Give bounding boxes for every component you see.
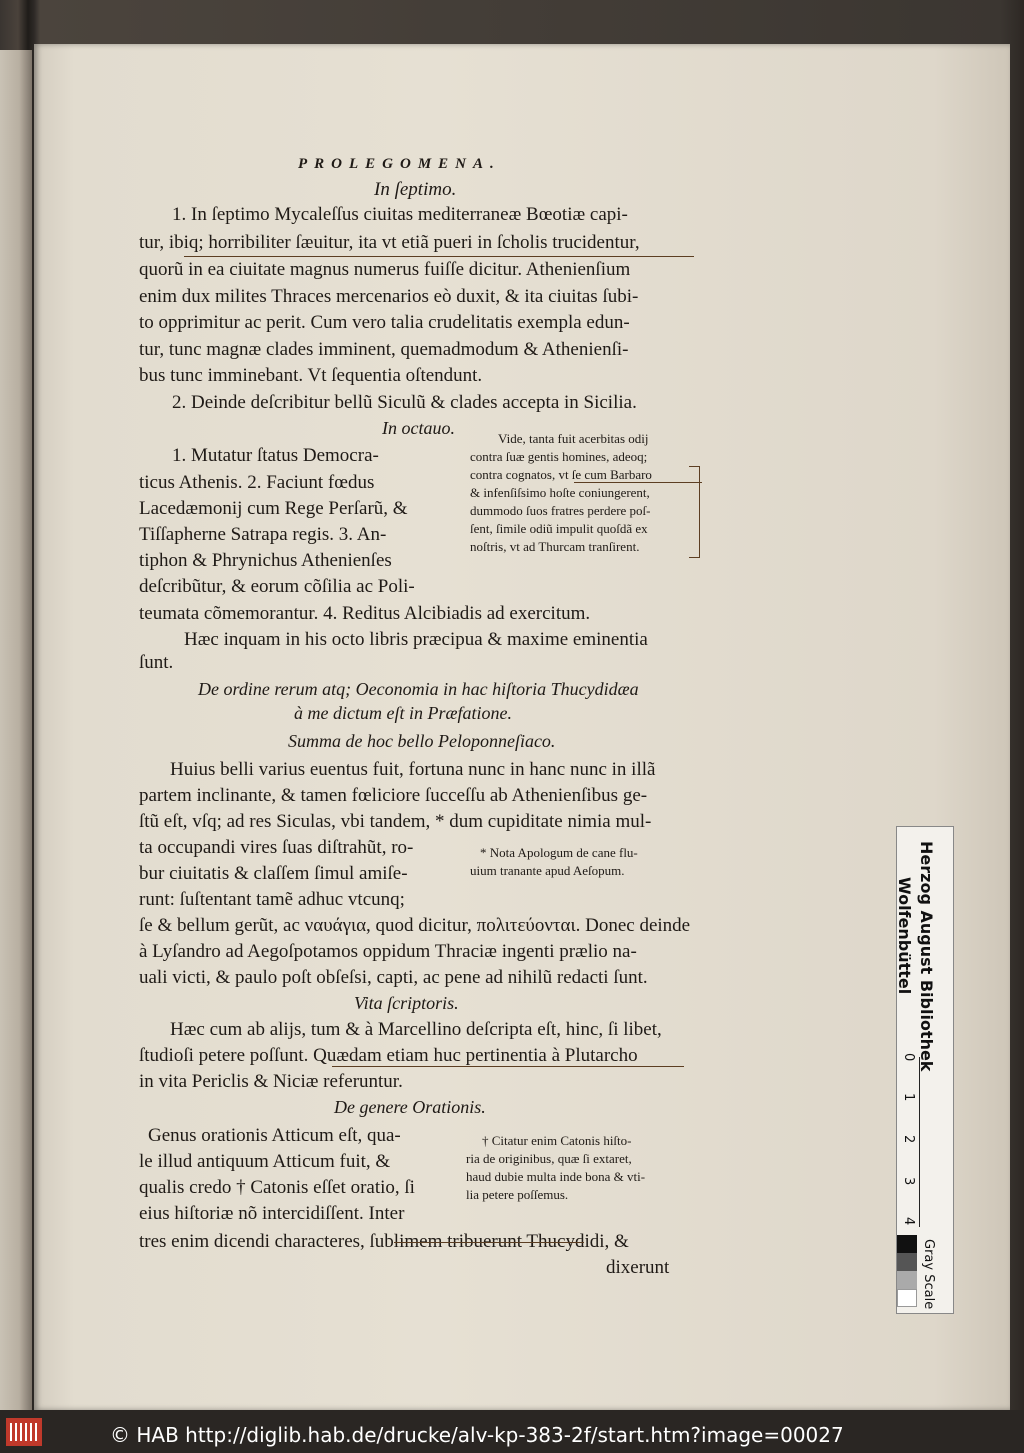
scale-number: 1	[901, 1093, 916, 1102]
running-head: PROLEGOMENA.	[298, 156, 501, 172]
handwritten-strike	[394, 1242, 584, 1243]
note-line: uium tranante apud Aeſopum.	[470, 863, 625, 878]
note-line: Vide, tanta fuit acerbitas odij	[498, 431, 649, 446]
text-line: qualis credo † Catonis eſſet oratio, ſi	[139, 1177, 415, 1198]
note-line: ſent, ſimile odiũ impulit quoſdã ex	[470, 521, 648, 536]
gray-swatch-black	[897, 1235, 917, 1253]
note-line: haud dubie multa inde bona & vti-	[466, 1169, 646, 1184]
handwritten-underline	[332, 1066, 684, 1067]
section-title-septimo: In ſeptimo.	[374, 179, 457, 200]
section-title-summa: Summa de hoc bello Peloponneſiaco.	[288, 731, 556, 751]
note-line: ria de originibus, quæ ſi extaret,	[466, 1151, 632, 1166]
ruler-library-city: Wolfenbüttel	[895, 877, 914, 995]
text-line: 2. Deinde deſcribitur bellũ Siculũ & clades accepta in Sicilia.	[172, 392, 637, 413]
gray-swatch-light	[897, 1271, 917, 1289]
text-line: Hæc cum ab alijs, tum & à Marcellino deſcripta eſt, hinc, ſi libet,	[170, 1019, 662, 1040]
section-title-octauo: In octauo.	[382, 418, 455, 438]
section-title-genere: De genere Orationis.	[334, 1097, 486, 1117]
text-line: tur, ibiq; horribiliter ſæuitur, ita vt etiã pueri in ſcholis trucidentur,	[139, 232, 640, 253]
text-line: ſtũ eſt, vſq; ad res Siculas, vbi tandem, * dum cupiditate nimia mul-	[139, 811, 652, 832]
text-line: Huius belli varius euentus fuit, fortuna nunc in hanc nunc in illã	[170, 759, 656, 780]
scale-number: 4	[901, 1217, 916, 1226]
facing-page-edge	[0, 50, 32, 1410]
text-line: tiphon & Phrynichus Athenienſes	[139, 550, 392, 571]
scale-number: 2	[901, 1135, 916, 1144]
text-line: partem inclinante, & tamen fœliciore ſucceſſu ab Athenienſibus ge-	[139, 785, 648, 806]
text-line: à Lyſandro ad Aegoſpotamos oppidum Thraciæ ingenti prælio na-	[139, 941, 637, 962]
note-line: † Citatur enim Catonis hiſto-	[482, 1133, 632, 1148]
text-line: ſtudioſi petere poſſunt. Quædam etiam huc pertinentia à Plutarcho	[139, 1045, 638, 1066]
hab-logo-icon	[6, 1418, 42, 1446]
gray-swatch-white	[897, 1289, 917, 1307]
note-line: contra cognatos, vt ſe cum Barbaro	[470, 467, 652, 482]
text-line: bur ciuitatis & claſſem ſimul amiſe-	[139, 863, 408, 884]
text-line: tur, tunc magnæ clades imminent, quemadmodum & Athenienſi-	[139, 339, 629, 360]
text-line: 1. In ſeptimo Mycaleſſus ciuitas mediterraneæ Bœotiæ capi-	[172, 204, 628, 225]
book-page	[34, 44, 1010, 1410]
handwritten-underline	[574, 482, 702, 483]
color-ruler	[896, 826, 954, 1314]
text-line: deſcribũtur, & eorum cõſilia ac Poli-	[139, 576, 415, 597]
text-line: in vita Periclis & Niciæ referuntur.	[139, 1071, 403, 1092]
note-line: contra ſuæ gentis homines, adeoq;	[470, 449, 648, 464]
text-line: teumata cõmemorantur. 4. Reditus Alcibiadis ad exercitum.	[139, 603, 591, 624]
note-line: lia petere poſſemus.	[466, 1187, 569, 1202]
ruler-library-name: Herzog August Bibliothek	[917, 841, 936, 1072]
text-line: ticus Athenis. 2. Faciunt fœdus	[139, 472, 375, 493]
text-line: eius hiſtoriæ nõ intercidiſſent. Inter	[139, 1203, 405, 1224]
text-line: Tiſſapherne Satrapa regis. 3. An-	[139, 524, 387, 545]
section-title-vita: Vita ſcriptoris.	[354, 993, 459, 1013]
scale-number: 0	[901, 1053, 916, 1062]
text-line: Genus orationis Atticum eſt, qua-	[148, 1125, 401, 1146]
footer-copyright-url[interactable]: © HAB http://diglib.hab.de/drucke/alv-kp-383-2f/start.htm?image=00027	[110, 1423, 844, 1447]
text-line: tres enim dicendi characteres, ſublimem tribuerunt Thucydidi, &	[139, 1231, 629, 1252]
gray-swatch-dark	[897, 1253, 917, 1271]
title-line: De ordine rerum atq; Oeconomia in hac hiſtoria Thucydidæa	[198, 679, 639, 699]
catchword: dixerunt	[606, 1257, 670, 1278]
ruler-scale	[919, 1057, 936, 1227]
text-line: ta occupandi vires ſuas diſtrahũt, ro-	[139, 837, 414, 858]
note-line: dummodo ſuos fratres perdere poſ-	[470, 503, 651, 518]
text-line: to opprimitur ac perit. Cum vero talia crudelitatis exempla edun-	[139, 312, 630, 333]
text-line: ſe & bellum gerũt, ac ναυάγια, quod dicitur, πολιτεύονται. Donec deinde	[139, 915, 691, 936]
handwritten-bracket	[689, 466, 700, 558]
title-line: à me dictum eſt in Præfatione.	[294, 703, 512, 723]
note-line: & infenſiſsimo hoſte coniungerent,	[470, 485, 650, 500]
note-line: * Nota Apologum de cane flu-	[480, 845, 638, 860]
text-line: 1. Mutatur ſtatus Democra-	[172, 445, 379, 466]
text-line: bus tunc imminebant. Vt ſequentia oſtendunt.	[139, 365, 483, 386]
text-line: quorũ in ea ciuitate magnus numerus fuiſſe dicitur. Athenienſium	[139, 259, 631, 280]
text-line: ſunt.	[139, 652, 174, 673]
text-line: enim dux milites Thraces mercenarios eò duxit, & ita ciuitas ſubi-	[139, 286, 639, 307]
text-line: Hæc inquam in his octo libris præcipua & maxime eminentia	[184, 629, 648, 650]
handwritten-underline	[184, 256, 694, 257]
text-line: uali victi, & paulo poſt obſeſsi, capti, ac pene ad nihilũ redacti ſunt.	[139, 967, 648, 988]
note-line: noſtris, vt ad Thurcam tranſirent.	[470, 539, 640, 554]
gray-scale-label: Gray Scale	[921, 1239, 936, 1310]
text-line: runt: ſuſtentant tamẽ adhuc vtcunq;	[139, 889, 405, 910]
scale-number: 3	[901, 1177, 916, 1186]
text-line: le illud antiquum Atticum fuit, &	[139, 1151, 391, 1172]
text-line: Lacedæmonij cum Rege Perſarũ, &	[139, 498, 408, 519]
